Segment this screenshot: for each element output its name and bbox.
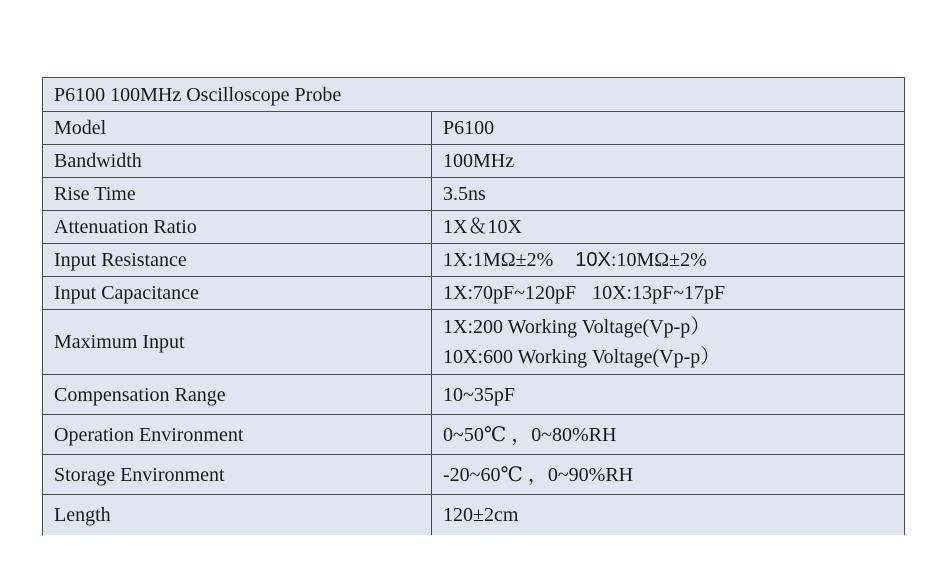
table-row bbox=[43, 145, 905, 178]
input-capacitance-1x: 1X:70pF~120pF bbox=[443, 282, 577, 304]
row-label-attenuation: Attenuation Ratio bbox=[43, 211, 432, 244]
table-row bbox=[43, 415, 905, 455]
row-label-rise-time: Rise Time bbox=[43, 178, 432, 211]
row-value-storage-environment: -20~60℃ ，0~90%RH bbox=[432, 455, 905, 495]
row-value-operation-environment: 0~50℃ ，0~80%RH bbox=[432, 415, 905, 455]
row-label-length: Length bbox=[43, 495, 432, 536]
row-label-model: Model bbox=[43, 112, 432, 145]
row-value-attenuation: 1X＆10X bbox=[432, 211, 905, 244]
row-label-maximum-input: Maximum Input bbox=[43, 310, 432, 375]
row-value-input-capacitance bbox=[432, 277, 905, 310]
row-value-model: P6100 bbox=[432, 112, 905, 145]
row-label-compensation-range: Compensation Range bbox=[43, 375, 432, 415]
table-row bbox=[43, 244, 905, 277]
table-row bbox=[43, 277, 905, 310]
row-value-length: 120±2cm bbox=[432, 495, 905, 536]
table-row bbox=[43, 178, 905, 211]
table-title: P6100 100MHz Oscilloscope Probe bbox=[43, 78, 905, 112]
row-label-input-resistance: Input Resistance bbox=[43, 244, 432, 277]
input-resistance-10x-prefix: 10X bbox=[575, 249, 611, 271]
row-label-operation-environment: Operation Environment bbox=[43, 415, 432, 455]
row-value-maximum-input bbox=[432, 310, 905, 375]
row-label-bandwidth: Bandwidth bbox=[43, 145, 432, 178]
table-row bbox=[43, 455, 905, 495]
maximum-input-line-1: 1X:200 Working Voltage(Vp-p） bbox=[443, 316, 711, 338]
spec-table bbox=[42, 77, 905, 535]
table-row bbox=[43, 310, 905, 375]
input-resistance-10x-rest: :10MΩ±2% bbox=[610, 249, 707, 271]
table-row bbox=[43, 112, 905, 145]
row-value-bandwidth: 100MHz bbox=[432, 145, 905, 178]
input-resistance-1x: 1X:1MΩ±2% bbox=[443, 249, 554, 271]
row-label-input-capacitance: Input Capacitance bbox=[43, 277, 432, 310]
maximum-input-line-2: 10X:600 Working Voltage(Vp-p） bbox=[443, 346, 721, 368]
table-row bbox=[43, 375, 905, 415]
row-label-storage-environment: Storage Environment bbox=[43, 455, 432, 495]
table-row bbox=[43, 495, 905, 536]
row-value-compensation-range: 10~35pF bbox=[432, 375, 905, 415]
row-value-input-resistance bbox=[432, 244, 905, 277]
row-value-rise-time: 3.5ns bbox=[432, 178, 905, 211]
table-title-row bbox=[43, 78, 905, 112]
input-capacitance-10x: 10X:13pF~17pF bbox=[592, 282, 726, 304]
table-row bbox=[43, 211, 905, 244]
